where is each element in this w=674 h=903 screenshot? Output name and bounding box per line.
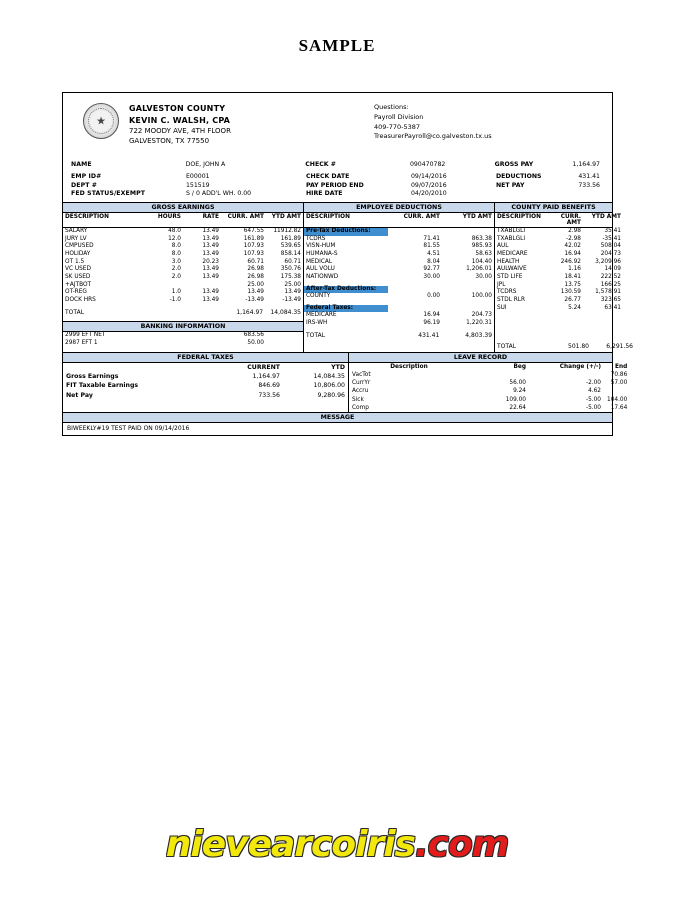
earning-current: 26.98	[247, 274, 264, 281]
benefit-current: 2.98	[568, 228, 581, 235]
table-row	[349, 371, 630, 379]
federal-taxes-section	[63, 363, 349, 413]
earning-desc: SALARY	[65, 228, 88, 235]
earning-ytd: 11912.82	[273, 228, 301, 235]
county-col-ytd: YTD AMT	[591, 214, 621, 221]
benefit-ytd: -35.41	[602, 235, 621, 242]
fed-status-label: FED STATUS/EXEMPT	[71, 190, 146, 198]
benefit-ytd: 166.25	[600, 281, 621, 288]
earnings-section	[63, 228, 304, 351]
table-row	[63, 381, 348, 390]
gross-earnings-current: 1,164.97	[252, 372, 280, 380]
earning-current: 26.98	[247, 266, 264, 273]
earning-hours: 2.0	[171, 266, 181, 273]
earning-hours: 2.0	[171, 274, 181, 281]
table-row	[495, 297, 635, 305]
fit-taxable-ytd: 10,806.00	[313, 382, 345, 390]
net-pay-label-lower: Net Pay	[66, 391, 93, 399]
watermark	[0, 824, 674, 865]
table-row	[495, 259, 635, 267]
net-pay-current: 733.56	[258, 391, 280, 399]
deduction-ytd: 204.73	[471, 312, 492, 319]
benefit-current: 5.24	[568, 304, 581, 311]
banking-desc: 2987 EFT 1	[65, 339, 98, 346]
earning-ytd: 539.65	[280, 243, 301, 250]
org-address: 722 MOODY AVE, 4TH FLOOR	[129, 127, 231, 136]
earnings-column-headers	[63, 213, 304, 227]
table-row	[63, 274, 303, 282]
earning-desc: +AJTBOT	[65, 281, 92, 288]
earning-ytd: 13.49	[284, 289, 301, 296]
deductions-column-headers	[304, 213, 495, 227]
earning-desc: OT 1.5	[65, 258, 85, 265]
deduction-ytd: 30.00	[475, 273, 492, 280]
benefit-current: 246.92	[560, 258, 581, 265]
earning-hours	[141, 282, 183, 290]
earning-current: 647.55	[243, 228, 264, 235]
earnings-total-ytd: 14,084.35	[270, 308, 301, 316]
federal-header-row	[63, 363, 348, 372]
deductions-total-current: 431.41	[418, 331, 440, 339]
banking-blank	[183, 332, 221, 340]
leave-end: 57.00	[610, 380, 628, 387]
name-value: DOE, JOHN A	[185, 161, 226, 168]
deductions-value: 431.41	[578, 172, 600, 180]
benefit-ytd: 14.09	[604, 266, 621, 273]
benefit-desc: MEDICARE	[497, 251, 528, 258]
leave-change: -5.00	[586, 405, 601, 412]
deduction-ytd: 58.63	[475, 251, 492, 257]
dept-label: DEPT #	[71, 181, 98, 189]
aftertax-deductions-header: After-Tax Deductions:	[304, 286, 388, 294]
earnings-col-rate: RATE	[202, 214, 219, 221]
page-title: SAMPLE	[298, 36, 376, 55]
earning-rate: 13.49	[202, 235, 219, 242]
gross-pay-label: GROSS PAY	[494, 161, 534, 168]
hire-date-label: HIRE DATE	[306, 190, 343, 198]
leave-header-row	[349, 363, 630, 371]
band-employee-deductions: EMPLOYEE DEDUCTIONS	[304, 203, 495, 212]
earning-ytd: 60.71	[284, 258, 301, 265]
benefit-current: 26.77	[564, 296, 581, 303]
table-row	[495, 289, 635, 297]
table-row	[304, 266, 494, 274]
earning-desc: VC USED	[65, 266, 91, 273]
table-row	[63, 340, 303, 348]
benefit-current: -2.98	[566, 235, 581, 242]
identity-spacer-label	[496, 190, 574, 199]
deductions-col-current: CURR. AMT	[403, 214, 440, 221]
deduction-desc: COUNTY	[306, 293, 331, 300]
column-header-row	[63, 213, 621, 228]
benefit-desc: HEALTH	[497, 258, 520, 265]
dept-value: 151519	[186, 181, 210, 189]
earning-ytd: 350.76	[280, 266, 301, 273]
leave-change: -5.00	[586, 396, 601, 403]
table-row	[304, 251, 494, 259]
deduction-ytd: 104.40	[471, 258, 492, 265]
earning-hours: 48.0	[168, 228, 181, 235]
gross-pay-value: 1,164.97	[572, 161, 600, 168]
table-row	[304, 236, 494, 244]
deduction-ytd: 863.38	[471, 235, 492, 242]
questions-label: Questions:	[374, 103, 409, 111]
identity-row	[63, 182, 612, 191]
stub-header	[63, 93, 612, 159]
deduction-desc: MEDICAL	[306, 258, 333, 265]
table-row	[63, 282, 303, 290]
benefit-ytd: 508.04	[600, 243, 621, 250]
gross-earnings-ytd: 14,084.35	[313, 372, 345, 380]
organization-block	[129, 101, 344, 153]
deductions-label: DEDUCTIONS	[496, 172, 542, 180]
table-row	[495, 282, 635, 290]
leave-col-beg: Beg	[513, 363, 526, 370]
pay-period-end-value: 09/07/2016	[411, 181, 447, 189]
county-paid-column-headers	[495, 213, 623, 227]
earning-rate: 13.49	[202, 251, 219, 258]
table-row	[349, 404, 630, 412]
earning-current: 107.93	[243, 243, 264, 250]
benefit-desc: TXABLGLI	[497, 228, 526, 235]
earnings-col-hours: HOURS	[157, 214, 181, 221]
pretax-rows	[304, 236, 494, 282]
leave-record-section	[349, 363, 630, 413]
leave-col-end: End	[615, 363, 628, 370]
earning-ytd: -13.49	[282, 296, 301, 303]
banking-amount: 683.56	[243, 331, 264, 338]
table-row	[495, 236, 635, 244]
pretax-deductions-header: Pre-Tax Deductions:	[304, 228, 388, 236]
benefit-ytd: 204.73	[600, 251, 621, 258]
gross-earnings-label: Gross Earnings	[66, 372, 119, 380]
benefit-current: 18.41	[564, 274, 581, 281]
earnings-col-current: CURR. AMT	[227, 214, 264, 221]
fit-taxable-label: FIT Taxable Earnings	[66, 382, 139, 390]
net-pay-ytd: 9,280.96	[317, 391, 345, 399]
deduction-current: 4.51	[427, 251, 440, 257]
federal-deduction-rows	[304, 312, 494, 327]
county-seal-icon	[83, 103, 119, 139]
table-row	[63, 297, 303, 305]
county-paid-section	[495, 228, 635, 351]
deduction-current: 96.19	[423, 319, 440, 326]
leave-beg: 22.64	[509, 405, 526, 412]
table-row	[63, 391, 348, 400]
table-row	[304, 259, 494, 267]
deduction-current: 92.77	[423, 266, 440, 273]
table-row	[63, 228, 303, 236]
deduction-current: 0.00	[427, 293, 440, 300]
earning-rate: 13.49	[202, 289, 219, 296]
leave-end	[604, 387, 630, 395]
table-row	[63, 289, 303, 297]
identity-block	[63, 159, 612, 202]
table-row	[495, 305, 635, 313]
table-row	[495, 228, 635, 236]
earning-current: 107.93	[243, 251, 264, 258]
deductions-col-ytd: YTD AMT	[462, 214, 492, 221]
benefit-desc: TCDRS	[497, 289, 517, 296]
benefit-ytd: 222.52	[600, 274, 621, 281]
table-row	[349, 396, 630, 404]
earnings-total-rate	[181, 309, 220, 317]
band-banking-information: BANKING INFORMATION	[63, 321, 303, 332]
leave-desc: Accru	[352, 388, 369, 395]
check-number-value: 090470782	[409, 161, 446, 168]
table-row	[349, 387, 630, 395]
table-row	[304, 243, 494, 251]
earnings-total-row	[63, 309, 303, 317]
deductions-section	[304, 228, 495, 351]
earning-hours: -1.0	[169, 296, 181, 303]
net-pay-value: 733.56	[578, 181, 600, 189]
questions-department: Payroll Division	[374, 112, 424, 121]
aftertax-rows	[304, 293, 494, 301]
table-row	[63, 332, 303, 340]
benefit-ytd: 323.65	[600, 296, 621, 303]
county-col-current: CURR. AMT	[560, 214, 581, 227]
earning-ytd: 161.89	[280, 235, 301, 242]
benefit-desc: JPL	[497, 281, 506, 288]
earning-desc: HOLIDAY	[65, 251, 91, 258]
table-row	[63, 236, 303, 244]
pay-period-end-label: PAY PERIOD END	[306, 181, 364, 189]
leave-desc: Comp	[352, 405, 369, 412]
deduction-ytd: 985.93	[471, 243, 492, 250]
county-total-ytd: 6,291.56	[606, 343, 633, 351]
federal-header-blank	[63, 363, 213, 372]
earning-rate: 13.49	[202, 266, 219, 273]
earnings-total-hours	[139, 309, 182, 317]
benefit-ytd: 3,209.96	[595, 258, 621, 265]
earning-hours: 8.0	[171, 243, 181, 250]
deduction-current: 8.04	[427, 258, 440, 265]
identity-row	[63, 159, 612, 173]
table-row	[63, 251, 303, 259]
deductions-total-ytd: 4,803.39	[465, 331, 493, 339]
benefit-ytd: 63.41	[604, 304, 621, 311]
deduction-ytd: 100.00	[471, 293, 492, 300]
band-gross-earnings: GROSS EARNINGS	[63, 203, 304, 212]
earning-ytd: 175.38	[280, 274, 301, 281]
leave-beg: 109.00	[505, 396, 526, 403]
deduction-desc: HUMANA-S	[306, 251, 338, 257]
table-row	[304, 312, 494, 320]
deduction-desc: MEDICARE	[306, 312, 337, 319]
band-county-paid-benefits: COUNTY PAID BENEFITS	[511, 204, 596, 212]
earning-hours: 8.0	[171, 251, 181, 258]
leave-beg: 56.00	[509, 380, 526, 387]
county-total-label: TOTAL	[497, 343, 517, 351]
watermark-name: nievearcoiris	[165, 824, 415, 865]
leave-col-change: Change (+/-)	[559, 363, 601, 370]
fed-status-value: S / 0 ADD'L WH. 0.00	[186, 190, 252, 198]
deduction-current: 71.41	[423, 235, 440, 242]
banking-amount: 50.00	[247, 339, 264, 346]
deduction-current: 16.94	[423, 312, 440, 319]
banking-desc: 2999 EFT NET	[65, 331, 106, 338]
deduction-ytd: 1,220.31	[466, 319, 492, 326]
earnings-rows	[63, 228, 303, 304]
earning-desc: DOCK HRS	[65, 296, 96, 303]
table-row	[304, 293, 494, 301]
earning-hours: 3.0	[171, 258, 181, 265]
benefit-ytd: 1,578.91	[595, 289, 621, 296]
check-number-label: CHECK #	[305, 161, 336, 168]
band-leave-record: LEAVE RECORD	[453, 353, 508, 361]
table-row	[304, 320, 494, 328]
leave-change: 4.62	[588, 388, 601, 395]
identity-row	[63, 173, 612, 182]
leave-col-description: Description	[390, 363, 428, 370]
earning-desc: JURY LV	[65, 235, 87, 242]
deductions-total-label: TOTAL	[306, 331, 326, 339]
earnings-total-current: 1,164.97	[236, 308, 264, 316]
federal-col-current: CURRENT	[247, 363, 280, 371]
federal-col-ytd: YTD	[331, 363, 345, 371]
banking-ytd	[266, 340, 303, 348]
earning-rate: 13.49	[202, 228, 219, 235]
earning-rate	[183, 282, 221, 290]
benefit-desc: AUL	[497, 243, 509, 250]
benefit-desc: AULWAIVE	[497, 266, 527, 273]
benefit-current: 130.59	[560, 289, 581, 296]
earning-current: 60.71	[247, 258, 264, 265]
benefit-desc: SUI	[497, 304, 507, 311]
benefit-current: 13.75	[564, 281, 581, 288]
earning-current: 161.89	[243, 235, 264, 242]
benefit-desc: TXABLGLI	[497, 235, 526, 242]
earning-rate: 13.49	[202, 274, 219, 281]
table-row	[63, 266, 303, 274]
leave-desc: Sick	[352, 396, 364, 403]
name-label: NAME	[71, 161, 92, 168]
earning-desc: OT-REG	[65, 289, 87, 296]
fit-taxable-current: 846.69	[258, 382, 280, 390]
table-row	[495, 266, 635, 274]
earnings-col-ytd: YTD AMT	[271, 214, 301, 221]
earning-hours: 12.0	[168, 235, 181, 242]
benefit-desc: STD LIFE	[497, 274, 523, 281]
band-message: MESSAGE	[63, 413, 612, 423]
earning-rate: 13.49	[202, 243, 219, 250]
earning-current: -13.49	[245, 296, 264, 303]
section-band-row	[63, 202, 612, 213]
county-col-description: DESCRIPTION	[497, 214, 541, 221]
banking-ytd	[266, 332, 303, 340]
table-row	[304, 274, 494, 282]
deduction-desc: VISN-HUM	[306, 243, 336, 250]
table-row	[63, 243, 303, 251]
earning-ytd: 25.00	[284, 281, 301, 288]
band-federal-taxes: FEDERAL TAXES	[63, 353, 349, 362]
leave-change: -2.00	[586, 380, 601, 387]
deduction-desc: AUL VOLU	[306, 266, 335, 273]
earning-current: 13.49	[247, 289, 264, 296]
deduction-desc: IRS-WH	[306, 319, 328, 326]
leave-desc: CurrYr	[352, 380, 371, 387]
benefit-desc: STDL RLR	[497, 296, 526, 303]
org-officer: KEVIN C. WALSH, CPA	[129, 115, 231, 125]
table-row	[495, 274, 635, 282]
hire-date-value: 04/20/2010	[411, 190, 447, 198]
watermark-tld: .com	[414, 824, 509, 865]
leave-end: 104.00	[607, 396, 628, 403]
federal-taxes-header: Federal Taxes:	[304, 305, 388, 313]
banking-blank	[183, 340, 221, 348]
seal-container	[73, 101, 129, 153]
deduction-ytd: 1,206.01	[466, 266, 492, 273]
deduction-current: 81.55	[423, 243, 440, 250]
questions-email: TreasurerPayroll@co.galveston.tx.us	[374, 132, 492, 141]
emp-id-label: EMP ID#	[71, 172, 102, 180]
table-row	[63, 372, 348, 381]
table-row	[63, 259, 303, 267]
earning-desc: SK USED	[65, 274, 91, 281]
table-row	[349, 379, 630, 387]
earning-current: 25.00	[247, 281, 264, 288]
questions-block	[344, 101, 602, 153]
benefit-current: 16.94	[564, 251, 581, 258]
check-date-value: 09/14/2016	[411, 172, 447, 180]
org-city-state: GALVESTON, TX 77550	[129, 137, 210, 146]
earning-desc: CMPUSED	[65, 243, 94, 250]
leave-desc: VacTot	[352, 371, 371, 378]
earning-rate: 20.23	[202, 258, 219, 265]
earning-rate: 13.49	[202, 296, 219, 303]
deductions-col-description: DESCRIPTION	[306, 214, 350, 221]
county-total-current: 501.80	[568, 343, 589, 351]
net-pay-label: NET PAY	[496, 181, 525, 189]
county-paid-rows	[495, 228, 635, 312]
benefit-current: 1.16	[568, 266, 581, 273]
pay-stub	[62, 92, 633, 436]
deduction-current: 30.00	[423, 273, 440, 280]
deduction-desc: TCDRS	[306, 235, 326, 242]
deduction-desc: NATIONWD	[306, 273, 339, 280]
star-icon: ★	[96, 114, 106, 128]
benefit-current: 42.02	[564, 243, 581, 250]
leave-end: 17.64	[610, 405, 628, 412]
deductions-total-row	[304, 332, 494, 340]
org-name: GALVESTON COUNTY	[129, 104, 226, 113]
message-text: BIWEEKLY#19 TEST PAID ON 09/14/2016	[67, 425, 190, 433]
county-paid-total-row	[495, 343, 635, 351]
earning-hours: 1.0	[171, 289, 181, 296]
table-row	[495, 251, 635, 259]
check-date-label: CHECK DATE	[306, 172, 350, 180]
leave-end: 70.86	[610, 371, 628, 378]
earnings-col-description: DESCRIPTION	[65, 214, 109, 221]
identity-spacer-value	[574, 190, 604, 199]
benefit-ytd: 35.41	[604, 228, 621, 235]
questions-phone: 409-770-5387	[374, 122, 421, 131]
emp-id-value: E00001	[186, 172, 210, 180]
leave-beg: 9.24	[513, 388, 526, 395]
lower-band-row	[63, 352, 612, 363]
leave-beg	[469, 371, 529, 379]
earnings-total-label: TOTAL	[65, 308, 85, 316]
leave-change	[529, 371, 604, 379]
stub-body	[63, 228, 633, 351]
identity-row	[63, 190, 612, 202]
earning-ytd: 858.14	[280, 251, 301, 258]
table-row	[495, 243, 635, 251]
lower-body	[63, 363, 628, 414]
banking-rows	[63, 332, 303, 347]
